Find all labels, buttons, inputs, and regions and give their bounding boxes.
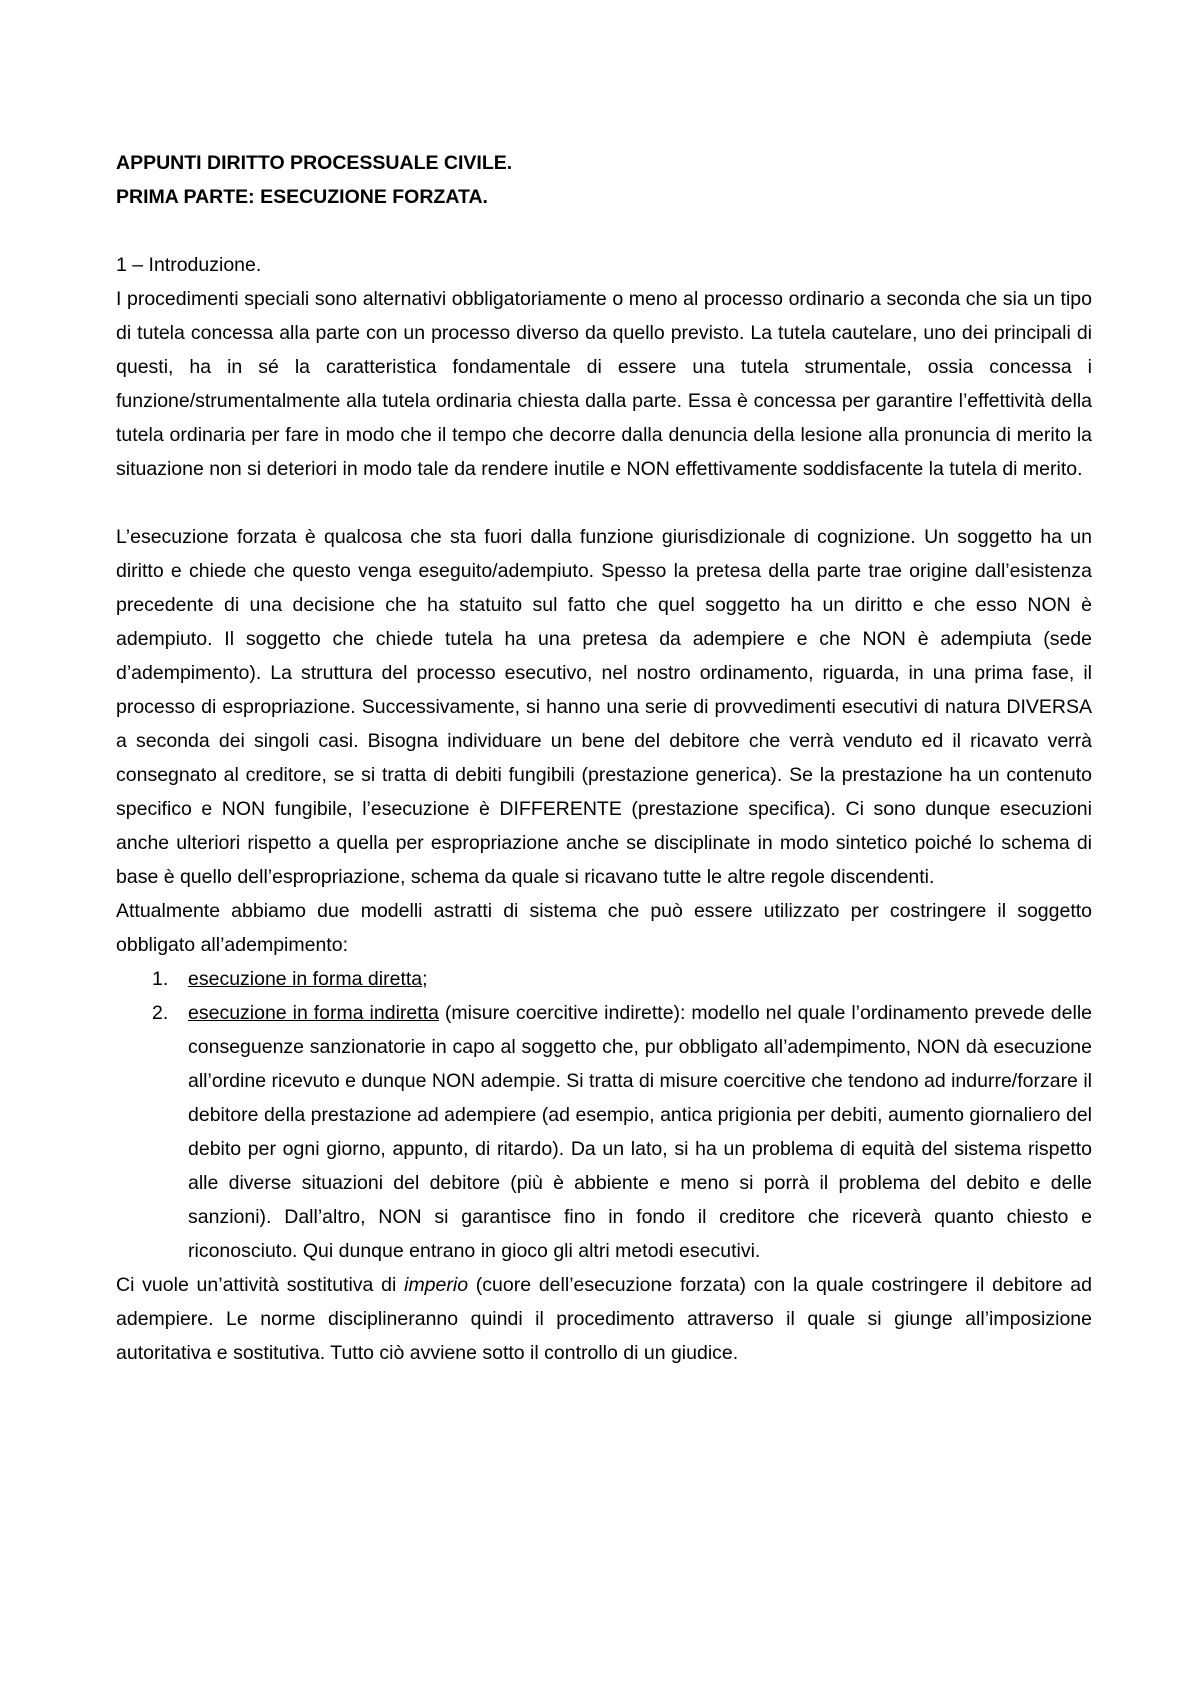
paragraph-text: Ci vuole un’attività sostitutiva di	[116, 1274, 405, 1296]
paragraph-imperio	[116, 1268, 1092, 1370]
list-number: 2.	[152, 1002, 169, 1024]
list-item	[116, 996, 1092, 1268]
italic-term: imperio	[404, 1274, 469, 1296]
list-text: ;	[422, 968, 428, 990]
list-term: esecuzione in forma indiretta	[188, 1002, 439, 1024]
document-title: APPUNTI DIRITTO PROCESSUALE CIVILE.	[116, 152, 513, 174]
document-page	[116, 146, 1092, 1370]
list-number: 1.	[152, 968, 169, 990]
document-subtitle: PRIMA PARTE: ESECUZIONE FORZATA.	[116, 186, 488, 208]
spacer	[116, 214, 1092, 248]
methods-list	[116, 962, 1092, 1268]
paragraph-text: (cuore dell’esecuzione forzata) con la quale costringere il debitore ad adempiere. Le norme disciplineranno quindi il procedimento attraverso il quale si giunge all’imposizione autoritativa e sostitutiva. Tutto ciò avviene sotto il controllo di un giudice.	[116, 1274, 1092, 1364]
paragraph-intro: I procedimenti speciali sono alternativi obbligatoriamente o meno al processo ordinario a seconda che sia un tipo di tutela concessa alla parte con un processo diverso da quello previsto. La tutela cautelare, uno dei principali di questi, ha in sé la caratteristica fondamentale di essere una tutela strumentale, ossia concessa i funzione/strumentalmente alla tutela ordinaria chiesta dalla parte. Essa è concessa per garantire l’effettività della tutela ordinaria per fare in modo che il tempo che decorre dalla denuncia della lesione alla pronuncia di merito la situazione non si deteriori in modo tale da rendere inutile e NON effettivamente soddisfacente la tutela di merito.	[116, 288, 1092, 480]
list-term: esecuzione in forma diretta	[188, 968, 423, 990]
list-text: (misure coercitive indirette): modello nel quale l’ordinamento prevede delle conseguenze sanzionatorie in capo al soggetto che, pur obbligato all’adempimento, NON dà esecuzione all’ordine ricevuto e dunque NON adempie. Si tratta di misure coercitive che tendono ad indurre/forzare il debitore della prestazione ad adempiere (ad esempio, antica prigionia per debiti, aumento giornaliero del debito per ogni giorno, appunto, di ritardo). Da un lato, si ha un problema di equità del sistema rispetto alle diverse situazioni del debitore (più è abbiente e meno si porrà il problema del debito e delle sanzioni). Dall’altro, NON si garantisce fino in fondo il creditore che riceverà quanto chiesto e riconosciuto. Qui dunque entrano in gioco gli altri metodi esecutivi.	[188, 1002, 1092, 1262]
paragraph-esecuzione: L’esecuzione forzata è qualcosa che sta fuori dalla funzione giurisdizionale di cognizione. Un soggetto ha un diritto e chiede che questo venga eseguito/adempiuto. Spesso la pretesa della parte trae origine dall’esistenza precedente di una decisione che ha statuito sul fatto che quel soggetto ha un diritto e che esso NON è adempiuto. Il soggetto che chiede tutela ha una pretesa da adempiere e che NON è adempiuta (sede d’adempimento). La struttura del processo esecutivo, nel nostro ordinamento, riguarda, in una prima fase, il processo di espropriazione. Successivamente, si hanno una serie di provvedimenti esecutivi di natura DIVERSA a seconda dei singoli casi. Bisogna individuare un bene del debitore che verrà venduto ed il ricavato verrà consegnato al creditore, se si tratta di debiti fungibili (prestazione generica). Se la prestazione ha un contenuto specifico e NON fungibile, l’esecuzione è DIFFERENTE (prestazione specifica). Ci sono dunque esecuzioni anche ulteriori rispetto a quella per espropriazione anche se disciplinate in modo sintetico poiché lo schema di base è quello dell’espropriazione, schema da quale si ricavano tutte le altre regole discendenti.	[116, 526, 1092, 888]
paragraph-modelli: Attualmente abbiamo due modelli astratti di sistema che può essere utilizzato per costringere il soggetto obbligato all’adempimento:	[116, 900, 1092, 956]
section-heading: 1 – Introduzione.	[116, 254, 262, 276]
spacer	[116, 486, 1092, 520]
list-item	[116, 962, 1092, 996]
